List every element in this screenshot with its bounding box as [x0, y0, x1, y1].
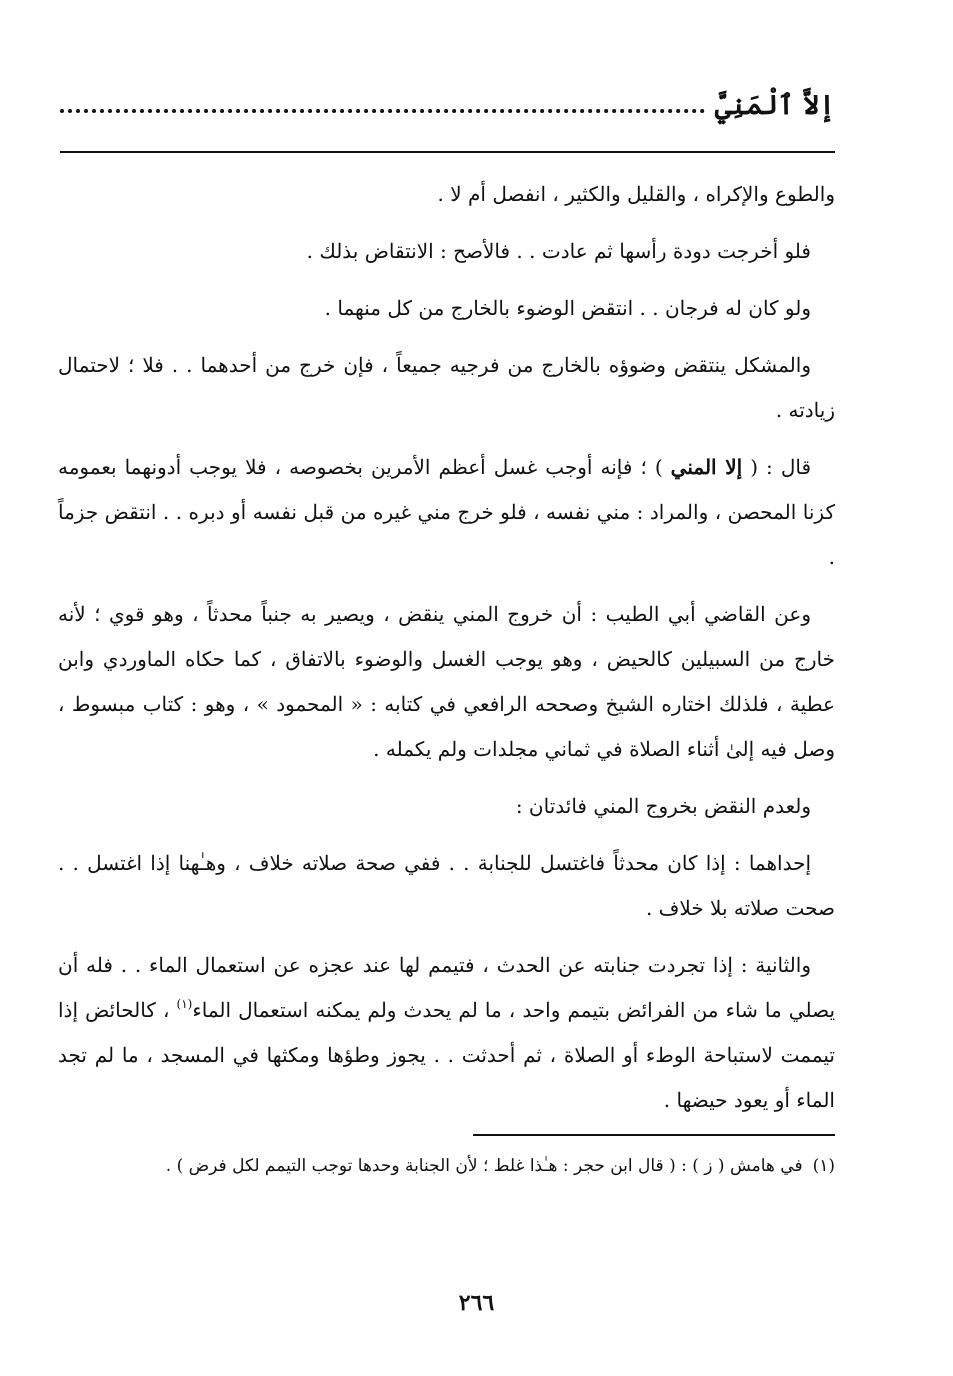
paragraph-1: والطوع والإكراه ، والقليل والكثير ، انفصل أم لا .: [437, 182, 835, 206]
paragraph-5: [58, 445, 835, 580]
footnote-rule: [473, 1134, 835, 1136]
footnote-text: في هامش ( ز ) : ( قال ابن حجر : هـٰذا غلط ؛ لأن الجنابة وحدها توجب التيمم لكل فرض ) .: [165, 1156, 803, 1176]
header-rule: [60, 151, 835, 153]
paragraph-6: وعن القاضي أبي الطيب : أن خروج المني ينقض ، ويصير به جنباً محدثاً ، وهو قوي ؛ لأنه خارج من السبيلين كالحيض ، وهو يوجب الغسل والوضوء بالاتفاق ، كما حكاه الماوردي وابن عطية ، فلذلك اختاره الشيخ وصححه الرافعي في كتابه : « المحمود » ، وهو : كتاب مبسوط ، وصل فيه إلىٰ أثناء الصلاة في ثماني مجلدات ولم يكمله .: [58, 602, 835, 761]
body-text: [58, 172, 835, 1135]
paragraph-9-pre: والثانية : إذا تجردت جنابته عن الحدث ، فتيمم لها عند عجزه عن استعمال الماء . . فله أن يصلي ما شاء من الفرائض بتيمم واحد ، ما لم يحدث ولم يمكنه استعمال الماء: [58, 953, 836, 1022]
paragraph-5-bold-term: إلا المني: [670, 455, 743, 479]
paragraph-2: فلو أخرجت دودة رأسها ثم عادت . . فالأصح : الانتقاض بذلك .: [306, 239, 811, 263]
footnote-number: (١): [812, 1156, 835, 1176]
paragraph-3: ولو كان له فرجان . . انتقض الوضوء بالخارج من كل منهما .: [324, 296, 811, 320]
header-dot-leader: [60, 109, 705, 113]
paragraph-7: ولعدم النقض بخروج المني فائدتان :: [515, 794, 811, 818]
running-header: [60, 78, 835, 126]
footnote-reference[interactable]: (١): [176, 997, 193, 1011]
paragraph-4: والمشكل ينتقض وضوؤه بالخارج من فرجيه جميعاً ، فإن خرج من أحدهما . . فلا ؛ لاحتمال زيادته .: [58, 353, 835, 422]
paragraph-9: [58, 943, 835, 1123]
page-number: ٢٦٦: [458, 1290, 495, 1316]
footnote: [58, 1148, 835, 1184]
paragraph-5-pre: قال : (: [742, 455, 811, 479]
paragraph-5-post: ) ؛ فإنه أوجب غسل أعظم الأمرين بخصوصه ، فلا يوجب أدونهما بعمومه كزنا المحصن ، والمراد : مني نفسه ، فلو خرج مني غيره من قبل نفسه أو دبره . . انتقض جزماً .: [58, 455, 835, 569]
paragraph-9-post: ، كالحائض إذا تيممت لاستباحة الوطء أو الصلاة ، ثم أحدثت . . يجوز وطؤها ومكثها في المسجد ، ما لم تجد الماء أو يعود حيضها .: [58, 998, 835, 1112]
paragraph-8: إحداهما : إذا كان محدثاً فاغتسل للجنابة . . ففي صحة صلاته خلاف ، وهـٰهنا إذا اغتسل . . صحت صلاته بلا خلاف .: [58, 851, 835, 920]
running-title: إلاَّ ٱلْمَنِيَّ: [714, 90, 835, 121]
